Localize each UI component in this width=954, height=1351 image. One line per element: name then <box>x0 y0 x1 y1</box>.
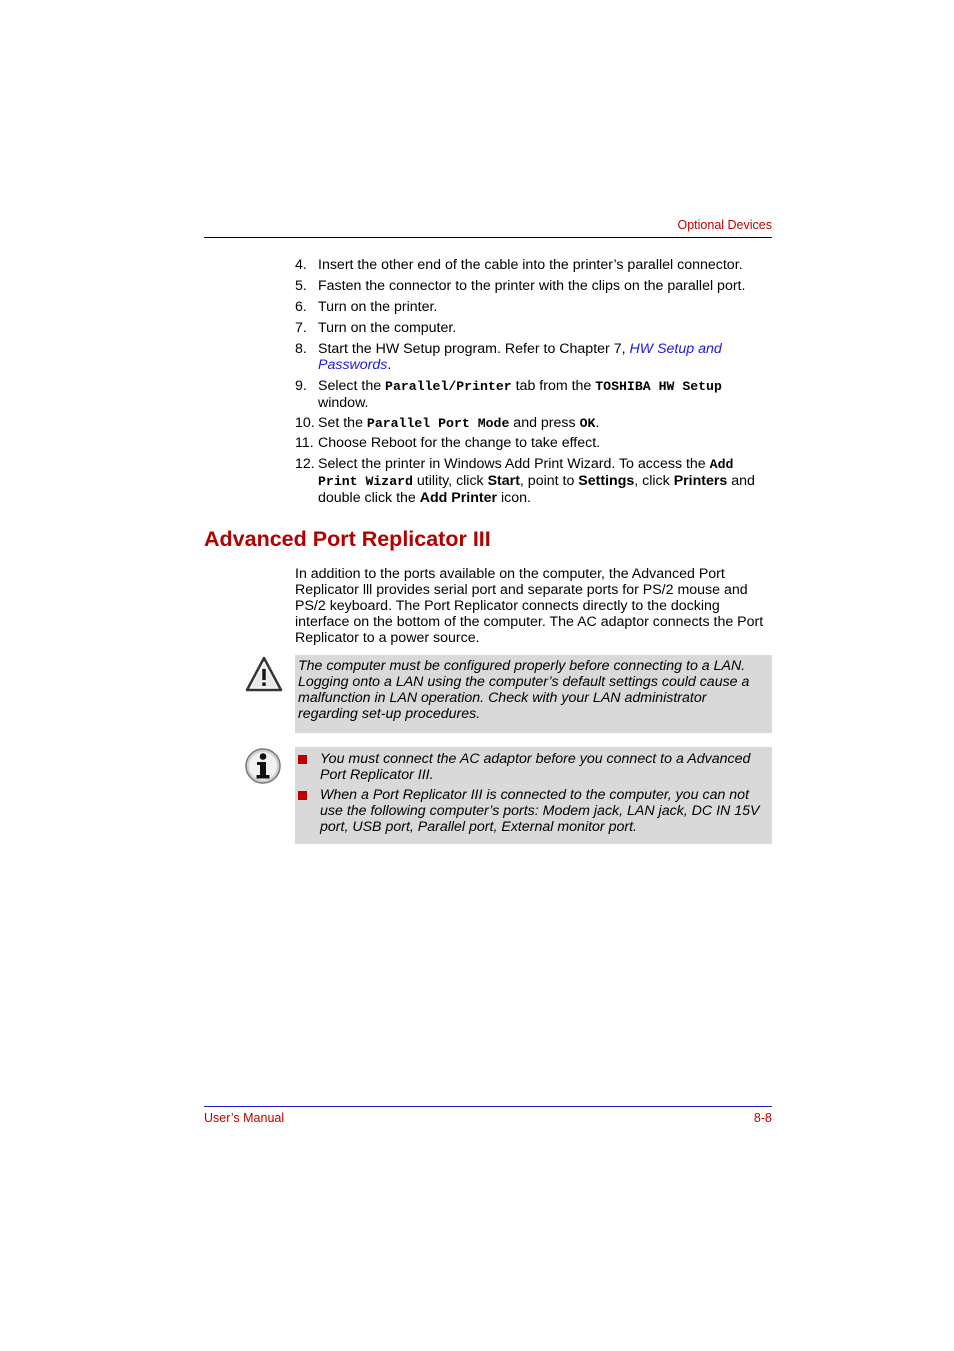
list-item: When a Port Replicator III is connected to the computer, you can not use the following computer’s ports: Modem jack, LAN jack, DC IN 15V port, USB port, Parallel port, External monitor port. <box>295 787 772 835</box>
list-item: 7. Turn on the computer. <box>295 320 457 336</box>
chapter-link[interactable]: HW Setup and Passwords <box>318 341 722 373</box>
code-text: Parallel Port Mode <box>366 416 510 431</box>
section-title: Advanced Port Replicator III <box>204 527 491 551</box>
list-item: 4. Insert the other end of the cable into the printer’s parallel connector. <box>295 257 743 273</box>
info-note <box>295 747 772 844</box>
section-paragraph: In addition to the ports available on the computer, the Advanced Port Replicator lll provides serial port and separate ports for PS/2 mouse and PS/2 keyboard. The Port Replicator connects directly to the docking interface on the bottom of the computer. The AC adaptor connects the Port Replicator to a power source. <box>295 566 764 646</box>
running-header: Optional Devices <box>677 218 772 232</box>
header-rule <box>204 237 772 238</box>
list-item: You must connect the AC adaptor before you connect to a Advanced Port Replicator III. <box>295 751 772 783</box>
list-item: 6. Turn on the printer. <box>295 299 438 315</box>
page-number: 8-8 <box>753 1111 772 1125</box>
code-text: TOSHIBA HW Setup <box>595 379 722 394</box>
code-text: OK <box>579 416 596 431</box>
caution-note <box>295 655 772 733</box>
list-item: 12. Select the printer in Windows Add Print Wizard. To access the Add Print Wizard utility, click Start, point to Settings, click Printers and double click the Add Printer icon. <box>295 456 755 506</box>
info-icon <box>244 747 282 785</box>
bullet-square-icon <box>298 755 307 764</box>
warning-triangle-icon <box>245 655 283 693</box>
caution-text: The computer must be configured properly before connecting to a LAN. Logging onto a LAN using the computer’s default settings could cause a malfunction in LAN operation. Check with your LAN administrator regarding set-up procedures. <box>298 658 750 722</box>
footer-rule <box>204 1106 772 1107</box>
footer-manual-title: User’s Manual <box>204 1111 285 1125</box>
list-item: 8. Start the HW Setup program. Refer to Chapter 7, HW Setup and Passwords. <box>295 341 722 373</box>
list-item: 10. Set the Parallel Port Mode and press OK. <box>295 415 600 431</box>
list-item: 5. Fasten the connector to the printer with the clips on the parallel port. <box>295 278 746 294</box>
code-text: Parallel/Printer <box>385 379 512 394</box>
code-text: Add Print Wizard <box>318 457 734 489</box>
list-item: 9. Select the Parallel/Printer tab from the TOSHIBA HW Setup window. <box>295 378 722 411</box>
list-item: 11. Choose Reboot for the change to take effect. <box>295 435 601 451</box>
bullet-square-icon <box>298 791 307 800</box>
